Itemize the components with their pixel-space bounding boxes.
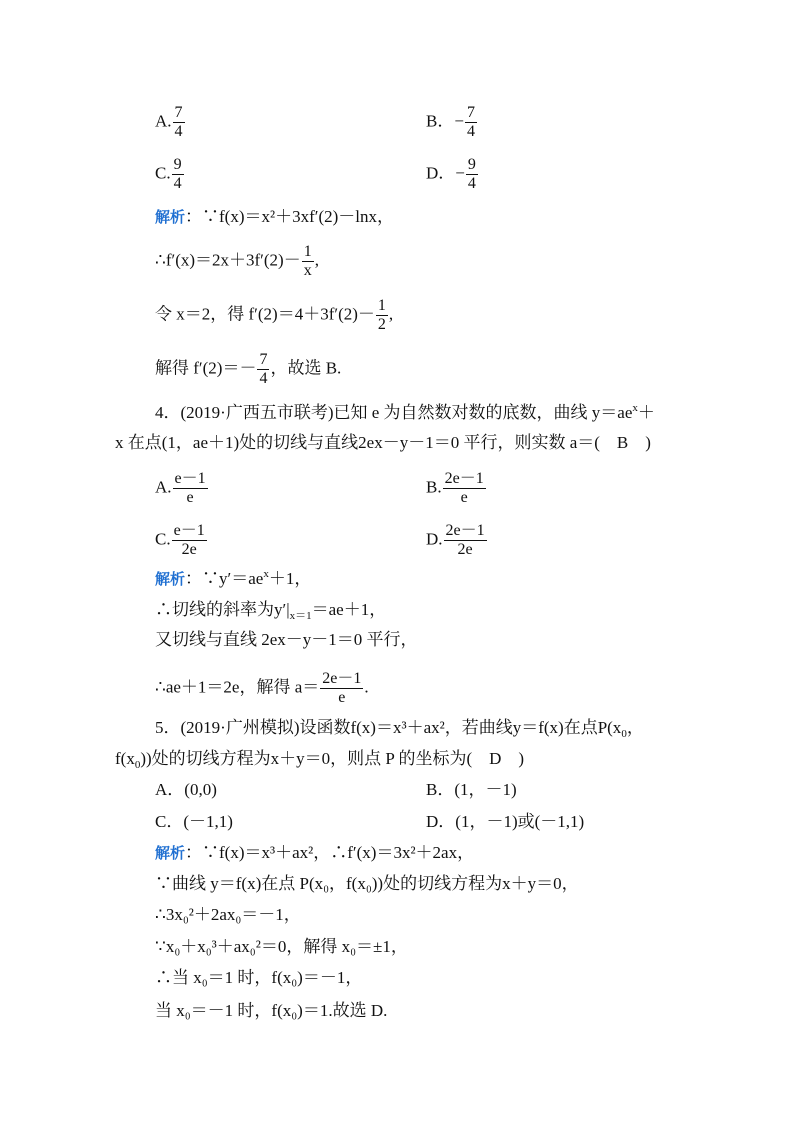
solution-line: 解析：∵f(x)＝x³＋ax²，∴f′(x)＝3x²＋2ax， (155, 843, 475, 862)
solution-line: ∴ae＋1＝2e，解得 a＝ $\frac{2e-1}{e}$ . (155, 670, 369, 706)
solution-tag: 解析 (155, 844, 186, 862)
option-c: C. $\frac{e-1}{2e}$ (155, 522, 205, 558)
fraction: $\frac{7}{4}$ (174, 104, 183, 140)
question-stem: x 在点(1，ae＋1)处的切线与直线2ex－y－1＝0 平行，则实数 a＝( B ) (115, 433, 651, 452)
solution-line: 当 x₀＝－1 时，f(x₀)＝1.故选 D. (155, 1001, 388, 1020)
option-b: B. $\frac{2e-1}{e}$ (426, 470, 484, 506)
solution-line: 解得 f′(2)＝－ $\frac{7}{4}$ ，故选 B. (155, 351, 342, 387)
fraction: $\frac{9}{4}$ (173, 156, 182, 192)
fraction: $\frac{e-1}{2e}$ (173, 522, 205, 558)
option-c: C. $\frac{9}{4}$ (155, 156, 182, 192)
solution-line: ∴切线的斜率为$y'|_{x=1}=ae+1$， (155, 600, 387, 622)
fraction: $\frac{1}{2}$ (377, 297, 386, 333)
fraction: $\frac{e-1}{e}$ (174, 470, 206, 506)
solution-tag: 解析 (155, 208, 186, 226)
solution-line: ∴f′(x)＝2x＋3f′(2)－ $\frac{1}{x}$ , (155, 243, 319, 279)
option-a: A. $\frac{e-1}{e}$ (155, 470, 206, 506)
question-stem: 5．(2019·广州模拟)设函数f(x)＝x³＋ax²，若曲线y＝f(x)在点$P(x_0$， (155, 718, 644, 740)
option-b: B．− $\frac{7}{4}$ (426, 104, 475, 140)
solution-tag: 解析 (155, 570, 186, 588)
solution-line: ∵x₀＋x₀³＋ax₀²＝0，解得 x₀＝±1， (155, 937, 408, 956)
solution-line: 解析：$\because y'=ae^x+1$， (155, 568, 312, 588)
fraction: $\frac{7}{4}$ (466, 104, 475, 140)
solution-line: 令 x＝2，得 f′(2)＝4＋3f′(2)－ $\frac{1}{2}$ , (155, 297, 394, 333)
fraction: $\frac{7}{4}$ (259, 351, 268, 387)
solution-line: ∴当 x₀＝1 时，f(x₀)＝－1， (155, 968, 363, 987)
fraction: $\frac{2e-1}{2e}$ (445, 522, 485, 558)
fraction: $\frac{1}{x}$ (303, 243, 312, 279)
solution-line: ∵曲线 y＝f(x)在点 P(x₀，f(x₀))处的切线方程为x＋y＝0， (155, 874, 579, 893)
fraction: $\frac{9}{4}$ (467, 156, 476, 192)
option-b: B．(1，－1) (426, 780, 517, 799)
solution-line: 又切线与直线 2ex－y－1＝0 平行， (155, 630, 418, 649)
option-d: D．(1，－1)或(－1,1) (426, 812, 585, 831)
solution-line: 解析：∵f(x)＝x²＋3xf′(2)－lnx， (155, 207, 395, 226)
option-d: D. $\frac{2e-1}{2e}$ (426, 522, 485, 558)
option-d: D．− $\frac{9}{4}$ (426, 156, 476, 192)
solution-line: ∴3x₀²＋2ax₀＝－1， (155, 905, 301, 924)
question-stem: 4．(2019·广西五市联考)已知 e 为自然数对数的底数，曲线 $y=ae^x+$ (155, 402, 655, 422)
fraction: $\frac{2e-1}{e}$ (444, 470, 484, 506)
fraction: $\frac{2e-1}{e}$ (322, 670, 362, 706)
option-a: A. $\frac{7}{4}$ (155, 104, 183, 140)
option-c: C．(－1,1) (155, 812, 233, 831)
option-a: A．(0,0) (155, 780, 217, 799)
question-stem: $f(x_0)$)处的切线方程为x＋y＝0，则点 P 的坐标为( D ) (115, 749, 525, 771)
